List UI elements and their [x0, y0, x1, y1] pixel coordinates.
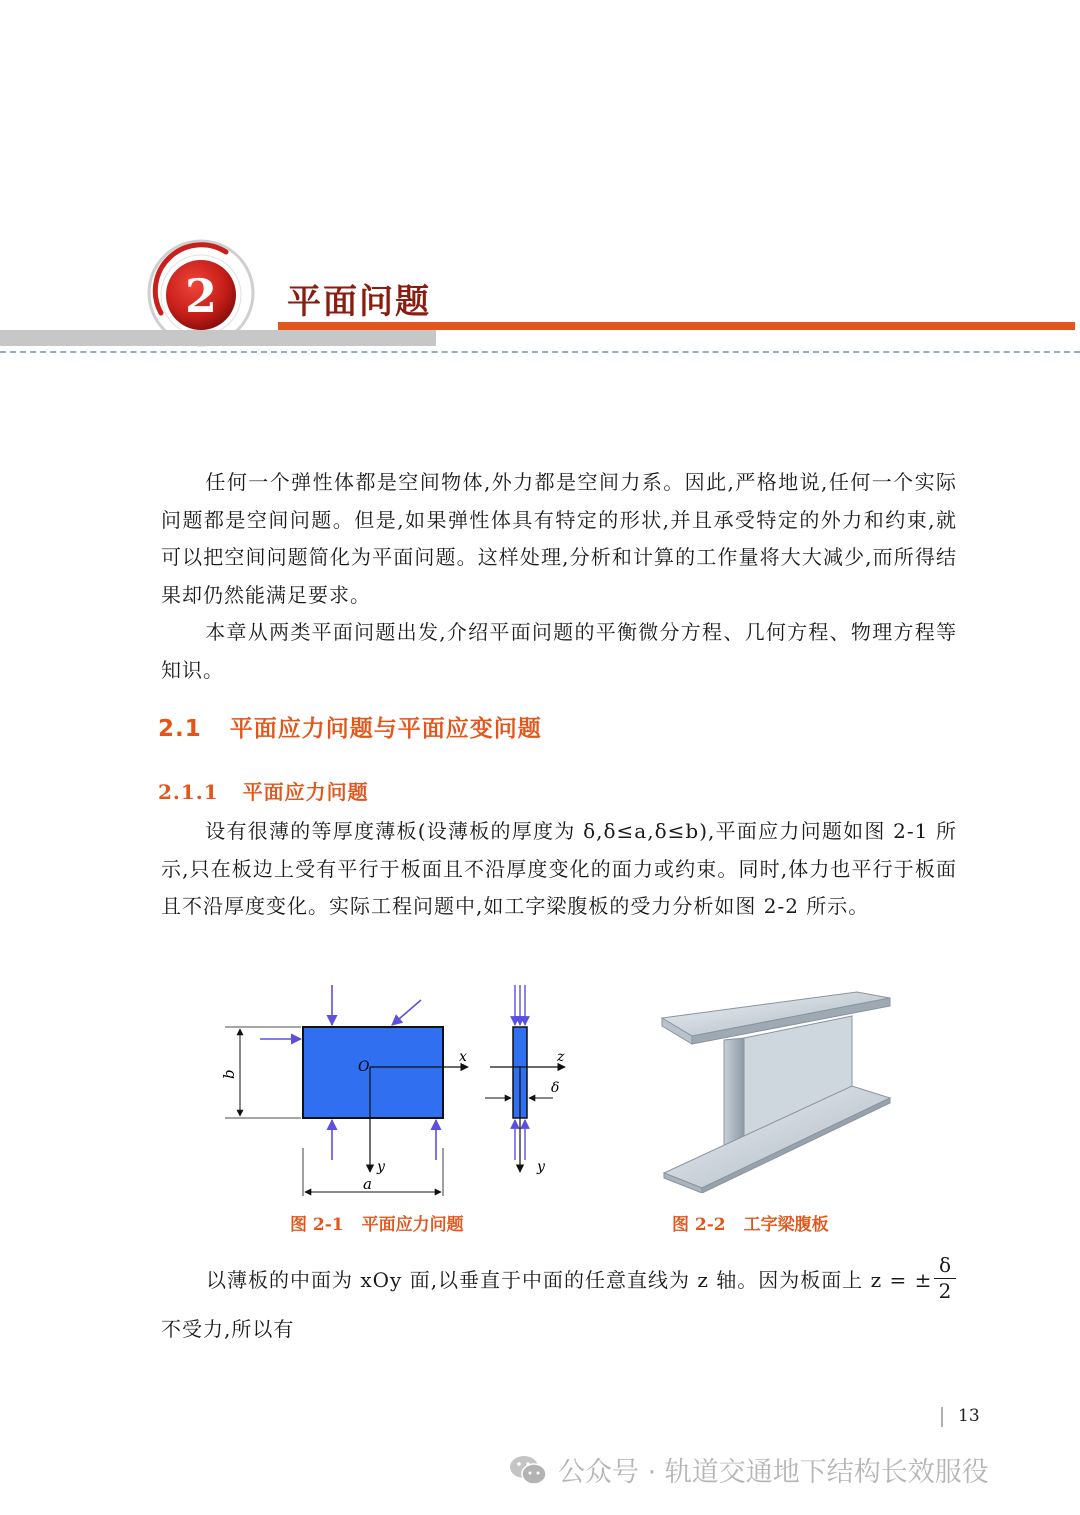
thickness-label: δ	[551, 1080, 560, 1096]
thin-plate-front	[303, 1027, 443, 1118]
fraction-delta-over-2	[934, 1252, 956, 1303]
section-title: 平面应力问题与平面应变问题	[229, 716, 542, 742]
figure-2-1-label: 图 2-1	[290, 1215, 344, 1235]
figure-2-1-title: 平面应力问题	[361, 1215, 464, 1235]
watermark-text: 公众号 · 轨道交通地下结构长效服役	[558, 1457, 989, 1488]
axis-z-label: z	[557, 1049, 565, 1065]
figure-2-1-caption	[290, 1210, 464, 1235]
origin-label: O	[358, 1059, 370, 1075]
section-heading	[158, 710, 542, 743]
subsection-heading	[158, 776, 369, 805]
header-rule-gray	[0, 330, 436, 346]
chapter-title: 平面问题	[287, 282, 431, 322]
intro-paragraph-2-text: 本章从两类平面问题出发,介绍平面问题的平衡微分方程、几何方程、物理方程等知识。	[161, 620, 957, 682]
axis-y-label: y	[377, 1159, 385, 1175]
body-paragraph-3: 不受力,所以有	[161, 1317, 295, 1341]
header-dashed-divider	[0, 351, 1080, 353]
axis-x-label: x	[459, 1049, 467, 1065]
figure-2-2-label: 图 2-2	[672, 1215, 726, 1235]
intro-paragraph-2	[161, 614, 957, 689]
subsection-number: 2.1.1	[158, 780, 219, 804]
fraction-denominator: 2	[938, 1279, 952, 1303]
dimension-a-label: a	[363, 1175, 372, 1193]
header-rule-orange	[278, 322, 1075, 330]
axis-y2-label: y	[537, 1159, 545, 1175]
intro-paragraph-1	[161, 464, 957, 614]
figure-i-beam-illustration	[652, 988, 892, 1193]
subsection-title: 平面应力问题	[242, 780, 369, 804]
page-number-divider	[941, 1407, 943, 1427]
figure-2-2-title: 工字梁腹板	[743, 1215, 829, 1235]
dimension-b-label: b	[220, 1069, 238, 1079]
figure-2-2-caption	[672, 1210, 829, 1235]
body-paragraph-2: 以薄板的中面为 xOy 面,以垂直于中面的任意直线为 z 轴。因为板面上 z = ±	[206, 1268, 933, 1292]
figure-plane-stress-diagram	[215, 980, 595, 1200]
body-paragraph-1	[161, 813, 957, 926]
wechat-icon	[508, 1453, 548, 1487]
intro-paragraph-1-text: 任何一个弹性体都是空间物体,外力都是空间力系。因此,严格地说,任何一个实际问题都是空间问题。但是,如果弹性体具有特定的形状,并且承受特定的外力和约束,就可以把空间问题简化为平面问题。这样处理,分析和计算的工作量将大大减少,而所得结果却仍然能满足要求。	[161, 470, 957, 607]
fraction-numerator: δ	[934, 1252, 956, 1279]
chapter-number: 2	[184, 269, 218, 323]
watermark	[508, 1450, 989, 1489]
page-number: 13	[958, 1406, 980, 1426]
body-paragraph-1-text: 设有很薄的等厚度薄板(设薄板的厚度为 δ,δ≤a,δ≤b),平面应力问题如图 2-1 所示,只在板边上受有平行于板面且不沿厚度变化的面力或约束。同时,体力也平行于板面且不沿厚度变化。实际工程问题中,如工字梁腹板的受力分析如图 2-2 所示。	[161, 819, 957, 918]
section-number: 2.1	[158, 716, 202, 742]
